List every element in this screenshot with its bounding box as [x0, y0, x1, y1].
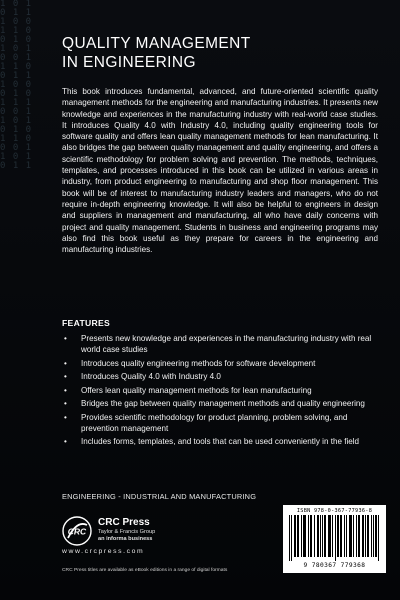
barcode-bar [335, 515, 336, 561]
barcode-bar [317, 515, 318, 557]
barcode-bar [338, 515, 339, 557]
barcode-bar [311, 515, 312, 557]
publisher-url[interactable]: www.crcpress.com [62, 548, 145, 555]
bullet-icon: • [64, 334, 67, 343]
barcode-bar [373, 515, 374, 557]
feature-item [62, 333, 378, 355]
barcode-bar [362, 515, 363, 557]
barcode-bar [341, 515, 342, 557]
barcode-bar [363, 515, 364, 557]
crc-logo-text: CRC [67, 526, 87, 537]
barcode-bar [289, 515, 290, 561]
binary-code-decoration: 1 0 1 0 1 1 1 0 0 1 1 0 0 1 0 1 0 1 0 0 1 1 1 0 0 1 1 1 0 0 0 1 0 1 1 1 0 0 1 1 0 1 0 1 0 1 1 0 0 0 1 1 0 1 0 1 1 [0, 0, 33, 170]
features-list [62, 333, 378, 450]
book-description: This book introduces fundamental, advanced, and future-oriented scientific quality management methods for the engineering and manufacturing industries. It presents new knowledge and experiences in the manufacturing industry with real-world case studies. It introduces Quality 4.0 with Industry 4.0, including quality engineering tools for software quality and offers lean quality management methods for lean manufacturing. It also bridges the gap between quality management and quality engineering, and offers a scientific methodology for problem solving and prevention. The methods, techniques, templates, and processes introduced in this book can be utilized in various areas in industry, from product engineering to manufacturing and shop floor management. This book will be of interest to manufacturing industry leaders and managers, who do not require in-depth engineering knowledge. It will also be helpful to engineers in design and suppliers in management and manufacturing, all who have daily concerns with project and quality management. Students in business and engineering programs may also find this book useful as they prepare for careers in the engineering and manufacturing industries. [62, 87, 378, 255]
barcode-bar [350, 515, 351, 557]
barcode-bar [301, 515, 302, 557]
feature-item [62, 398, 378, 409]
barcode-bar [332, 515, 333, 557]
isbn-barcode [283, 505, 386, 573]
barcode-bar [358, 515, 359, 557]
barcode-bar [349, 515, 350, 557]
barcode-bar [329, 515, 330, 557]
barcode-bar [356, 515, 357, 557]
book-title-line-2: IN ENGINEERING [62, 54, 196, 71]
barcode-bar [297, 515, 298, 557]
bullet-icon: • [64, 399, 67, 408]
book-title [62, 34, 382, 72]
barcode-bar [298, 515, 299, 557]
feature-item [62, 358, 378, 369]
publisher-informa: an informa business [98, 536, 153, 542]
barcode-bar [308, 515, 309, 557]
feature-text: Includes forms, templates, and tools that can be used conveniently in the field [81, 437, 360, 446]
publisher-name: CRC Press [98, 517, 150, 528]
barcode-bar [291, 515, 292, 561]
barcode-bar [367, 515, 368, 557]
bullet-icon: • [64, 412, 67, 422]
bullet-icon: • [64, 358, 67, 368]
barcode-bar [325, 515, 326, 557]
feature-item [62, 385, 378, 396]
feature-text: Introduces quality engineering methods for software development [81, 358, 316, 368]
bullet-icon: • [64, 437, 67, 446]
barcode-bar [330, 515, 331, 557]
barcode-bar [295, 515, 296, 557]
barcode-bar [314, 515, 315, 557]
barcode-bar [304, 515, 305, 557]
barcode-bar [353, 515, 354, 557]
barcode-bar [344, 515, 345, 557]
barcode-bar [378, 515, 379, 561]
barcode-bar [351, 515, 352, 557]
barcode-bar [328, 515, 329, 557]
ebook-footnote: CRC Press titles are available as eBook editions in a range of digital formats [62, 568, 228, 573]
barcode-bar [305, 515, 306, 557]
barcode-bar [375, 515, 376, 557]
barcode-bars [289, 515, 380, 561]
barcode-bar [340, 515, 341, 557]
feature-text: Bridges the gap between quality management methods and quality engineering [81, 399, 365, 408]
publisher-block [62, 514, 212, 556]
barcode-bar [371, 515, 372, 557]
feature-text: Provides scientific methodology for product planning, problem solving, and prevention management [81, 412, 348, 433]
barcode-bar [337, 515, 338, 557]
subject-category: ENGINEERING - INDUSTRIAL AND MANUFACTURING [62, 492, 257, 501]
feature-text: Presents new knowledge and experiences in the manufacturing industry with real world case studies [81, 334, 372, 354]
publisher-group: Taylor & Francis Group [98, 529, 156, 535]
feature-text: Offers lean quality management methods for lean manufacturing [81, 385, 312, 395]
barcode-bar [346, 515, 347, 557]
barcode-bar [368, 515, 369, 557]
feature-item [62, 412, 378, 434]
feature-item [62, 371, 378, 382]
barcode-bar [294, 515, 295, 557]
bullet-icon: • [64, 372, 67, 381]
book-title-line-1: QUALITY MANAGEMENT [62, 35, 251, 52]
barcode-digits: 9 780367 779368 [303, 562, 366, 569]
barcode-bar [320, 515, 321, 557]
features-heading: FEATURES [62, 318, 111, 328]
barcode-bar [318, 515, 319, 557]
feature-text: Introduces Quality 4.0 with Industry 4.0 [81, 372, 221, 381]
barcode-bar [303, 515, 304, 557]
feature-item [62, 436, 378, 447]
crc-press-logo-icon [62, 516, 92, 546]
barcode-bar [310, 515, 311, 557]
barcode-bar [365, 515, 366, 557]
barcode-bar [359, 515, 360, 557]
bullet-icon: • [64, 385, 67, 395]
barcode-bar [376, 515, 377, 557]
barcode-bar [324, 515, 325, 557]
barcode-bar [322, 515, 323, 557]
isbn-label: ISBN 978-0-367-77936-8 [296, 508, 373, 514]
